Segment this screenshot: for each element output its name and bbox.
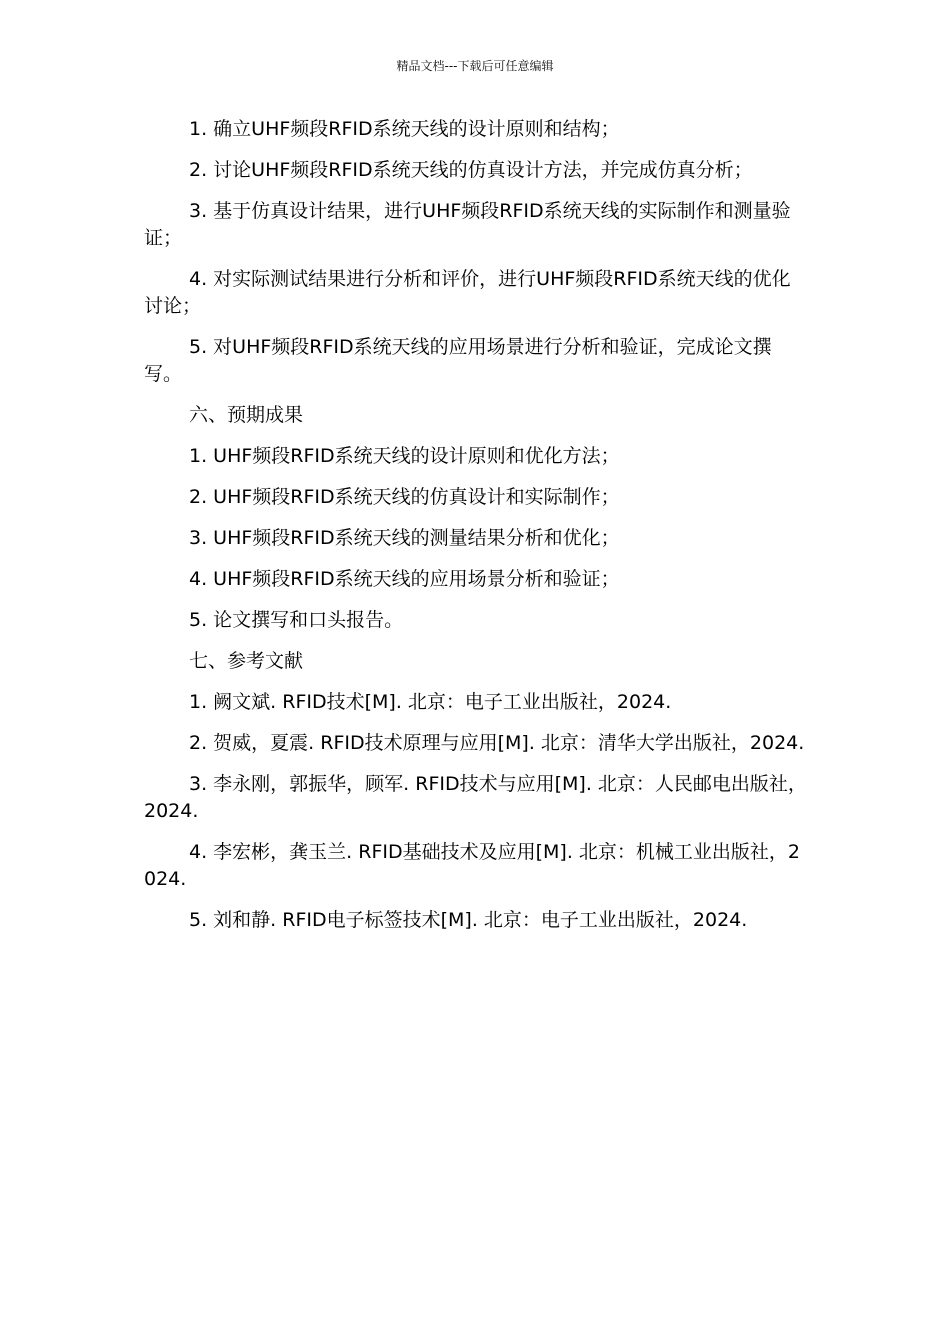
section-heading-expected-results: 六、预期成果 bbox=[189, 404, 304, 426]
list-item-result-2: 2. UHF频段RFID系统天线的仿真设计和实际制作； bbox=[189, 486, 620, 508]
list-item-goal-2: 2. 讨论UHF频段RFID系统天线的仿真设计方法，并完成仿真分析； bbox=[189, 159, 753, 181]
list-item-result-4: 4. UHF频段RFID系统天线的应用场景分析和验证； bbox=[189, 568, 620, 590]
reference-item-1: 1. 阙文斌. RFID技术[M]. 北京：电子工业出版社，2024. bbox=[189, 691, 672, 713]
list-item-goal-5: 5. 对UHF频段RFID系统天线的应用场景进行分析和验证，完成论文撰写。 bbox=[144, 336, 772, 385]
reference-item-5: 5. 刘和静. RFID电子标签技术[M]. 北京：电子工业出版社，2024. bbox=[189, 909, 748, 931]
reference-item-2: 2. 贺威，夏震. RFID技术原理与应用[M]. 北京：清华大学出版社，2024. bbox=[189, 732, 805, 754]
list-item-result-3: 3. UHF频段RFID系统天线的测量结果分析和优化； bbox=[189, 527, 620, 549]
list-item-goal-4: 4. 对实际测试结果进行分析和评价，进行UHF频段RFID系统天线的优化讨论； bbox=[144, 268, 791, 317]
reference-item-3: 3. 李永刚，郭振华，顾军. RFID技术与应用[M]. 北京：人民邮电出版社，2024. bbox=[144, 773, 807, 822]
document-body bbox=[144, 116, 809, 948]
list-item-goal-1: 1. 确立UHF频段RFID系统天线的设计原则和结构； bbox=[189, 118, 620, 140]
reference-item-4: 4. 李宏彬，龚玉兰. RFID基础技术及应用[M]. 北京：机械工业出版社，2024. bbox=[144, 841, 800, 890]
list-item-result-1: 1. UHF频段RFID系统天线的设计原则和优化方法； bbox=[189, 445, 620, 467]
section-heading-references: 七、参考文献 bbox=[189, 650, 304, 672]
list-item-result-5: 5. 论文撰写和口头报告。 bbox=[189, 609, 404, 631]
list-item-goal-3: 3. 基于仿真设计结果，进行UHF频段RFID系统天线的实际制作和测量验证； bbox=[144, 200, 791, 249]
page-header: 精品文档---下载后可任意编辑 bbox=[396, 59, 554, 73]
